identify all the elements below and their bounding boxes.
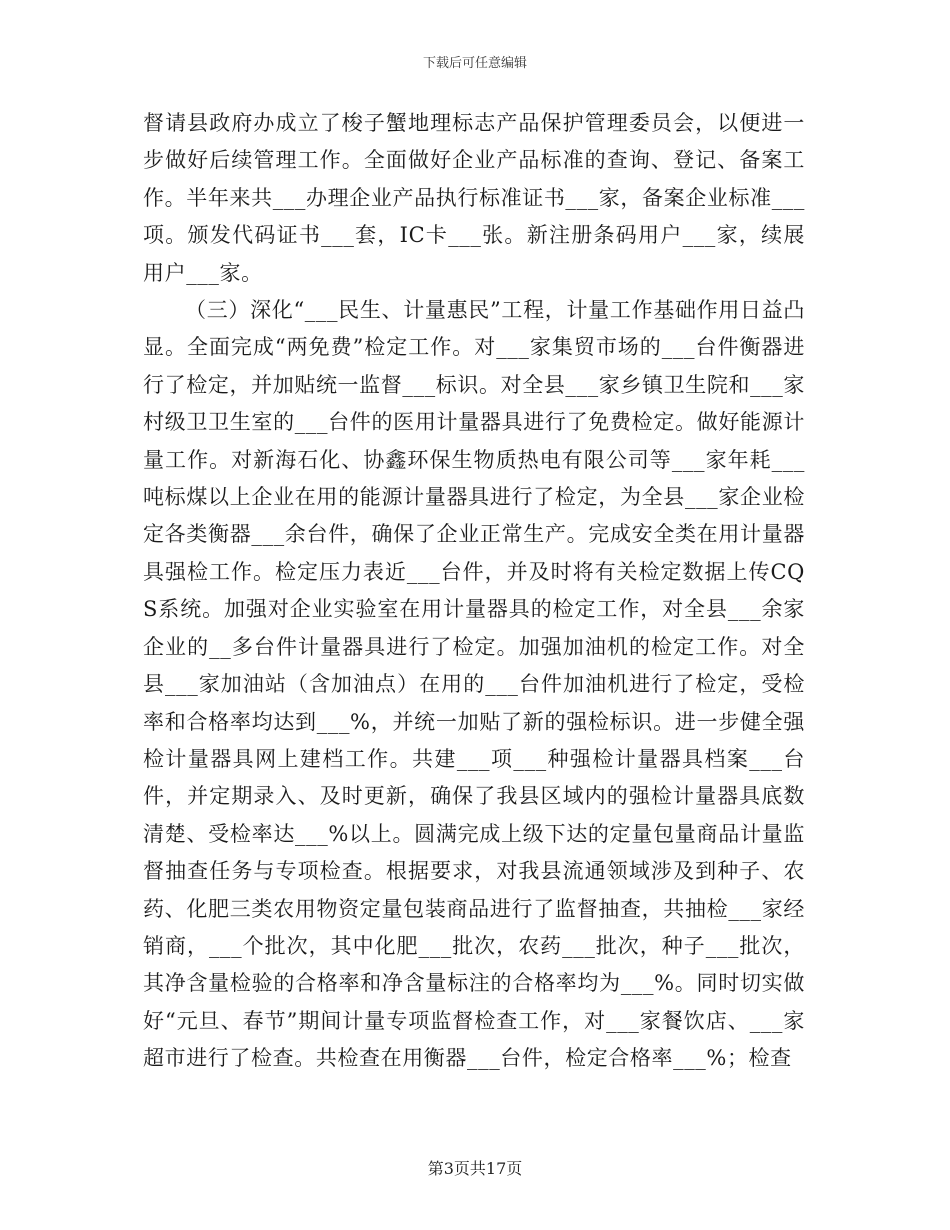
body-paragraph-2: （三）深化“___民生、计量惠民”工程，计量工作基础作用日益凸显。全面完成“两免费”检定工作。对___家集贸市场的___台件衡器进行了检定，并加贴统一监督___标识。对全县___家乡镇卫生院和___家村级卫卫生室的___台件的医用计量器具进行了免费检定。做好能源计量工作。对新海石化、协鑫环保生物质热电有限公司等___家年耗___吨标煤以上企业在用的能源计量器具进行了检定，为全县___家企业检定各类衡器___余台件，确保了企业正常生产。完成安全类在用计量器具强检工作。检定压力表近___台件，并及时将有关检定数据上传CQS系统。加强对企业实验室在用计量器具的检定工作，对全县___余家企业的__多台件计量器具进行了检定。加强加油机的检定工作。对全县___家加油站（含加油点）在用的___台件加油机进行了检定，受检率和合格率均达到___%，并统一加贴了新的强检标识。进一步健全强检计量器具网上建档工作。共建___项___种强检计量器具档案___台件，并定期录入、及时更新，确保了我县区域内的强检计量器具底数清楚、受检率达___%以上。圆满完成上级下达的定量包量商品计量监督抽查任务与专项检查。根据要求，对我县流通领域涉及到种子、农药、化肥三类农用物资定量包装商品进行了监督抽查，共抽检___家经销商，___个批次，其中化肥___批次，农药___批次，种子___批次，其净含量检验的合格率和净含量标注的合格率均为___%。同时切实做好“元旦、春节”期间计量专项监督检查工作，对___家餐饮店、___家超市进行了检查。共检查在用衡器___台件，检定合格率___%；检查 <box>143 298 805 1071</box>
page-header-note: 下载后可任意编辑 <box>422 56 527 71</box>
body-paragraph-1: 督请县政府办成立了梭子蟹地理标志产品保护管理委员会，以便进一步做好后续管理工作。全面做好企业产品标准的查询、登记、备案工作。半年来共___办理企业产品执行标准证书___家，备案企业标准___项。颁发代码证书___套，IC卡___张。新注册条码用户___家，续展用户___家。 <box>143 111 805 285</box>
page-number: 第3页共17页 <box>427 1159 523 1178</box>
document-body <box>143 105 805 1078</box>
